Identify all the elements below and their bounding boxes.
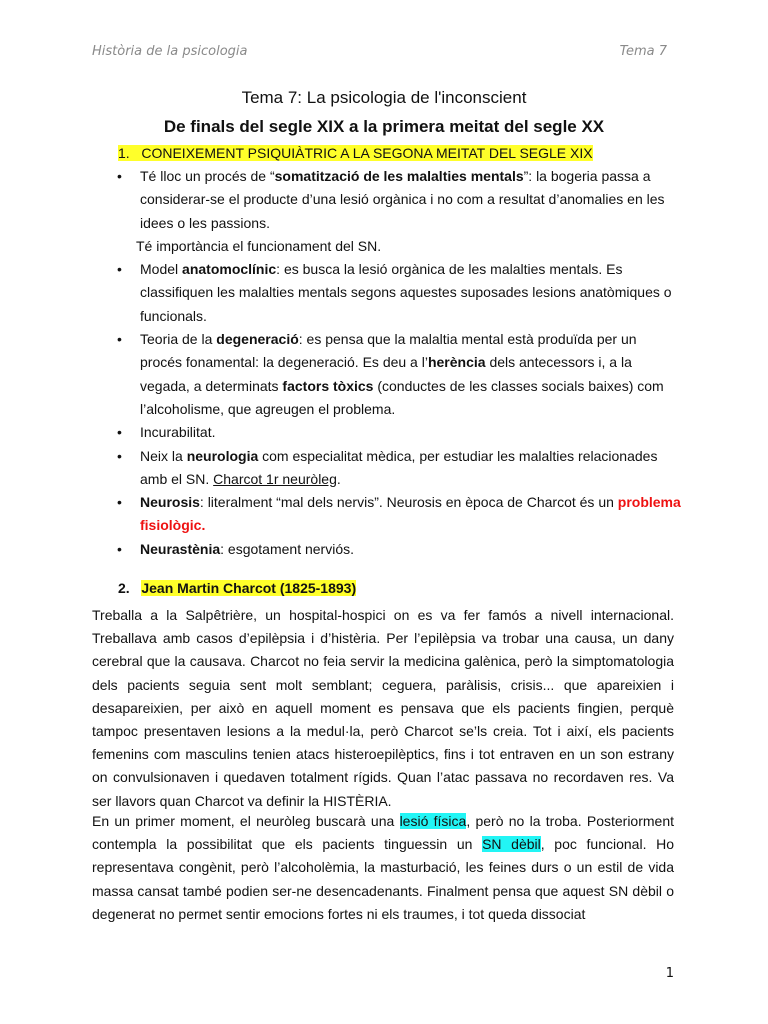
paragraph-1: Treballa a la Salpêtrière, un hospital-hospici on es va fer famós a nivell internacional. Treballava amb casos d’epilèpsia i d’histèria. Per l’epilèpsia va trobar una causa, un dany cerebral que la causava. Charcot no feia servir la medicina galènica, però la simptomatologia dels pacients seguia sent molt semblant; ceguera, paràlisis, crisis... que apareixien i desapareixien, per això en aquell moment es pensava que els pacients fingien, perquè tampoc presentaven lesions a la medul·la, però Charcot se’ls creia. Tot i així, els pacients femenins com masculins tenien atacs histeroepilèptics, fins i tot entraven en un son estrany on convulsionaven i quedaven totalment rígids. Quan l’atac passava no recordaven res. Va ser llavors quan Charcot va definir la HISTÈRIA. [92, 607, 674, 809]
bullet-text: dels antecessors i, a la vegada, a determinats [140, 354, 632, 394]
running-header-chapter: Tema 7 [619, 44, 667, 59]
bullet-bold: Neurosis [140, 494, 200, 511]
page-number: 1 [665, 966, 674, 981]
bullet-bold: neurologia [186, 447, 259, 464]
section-2-heading [118, 580, 356, 596]
paragraph-text: En un primer moment, el neuròleg buscarà una [92, 813, 400, 829]
section-1-heading [118, 145, 593, 161]
list-item [92, 165, 682, 258]
bullet-text: : literalment “mal dels nervis”. Neurosis en època de Charcot és un [199, 494, 618, 511]
bullet-text: com especialitat mèdica, per estudiar les malalties relacionades amb el SN. [140, 447, 658, 487]
list-item [92, 258, 682, 328]
section-2-title: Jean Martin Charcot (1825-1893) [141, 580, 357, 596]
list-item [92, 538, 682, 561]
list-item [92, 421, 682, 444]
list-item [92, 328, 682, 421]
paragraph-text: , però no la troba. Posteriorment contempla la possibilitat que els pacients tinguessin un [92, 813, 674, 853]
bullet-text: : es pensa que la malaltia mental està produïda per un procés fonamental: la degeneració. Es deu a l’ [140, 331, 637, 371]
bullet-text: Model [140, 261, 183, 278]
bullet-text: Té lloc un procés de “ [140, 168, 275, 184]
bullet-bold: Neurastènia [140, 540, 221, 557]
bullet-red-text: problema fisiològic. [140, 494, 681, 534]
bullet-list [92, 165, 682, 561]
bullet-text: (conductes de les classes socials baixes) com l’alcoholisme, que agreugen el problema. [140, 377, 664, 417]
page-title: Tema 7: La psicologia de l'inconscient [241, 88, 527, 107]
bullet-text: : es busca la lesió orgànica de les malalties mentals. Es classifiquen les malalties mentals segons aquestes suposades lesions anatòmiques o funcionals. [140, 261, 672, 324]
paragraph-text: , poc funcional. Ho representava congènit, però l’alcoholèmia, la masturbació, les feines durs o un estil de vida massa cansat també podien ser-ne desencadenants. Finalment pensa que aquest SN dèbil o degenerat no permet sentir emocions fortes ni els traumes, i tot queda dissociat [92, 836, 675, 922]
bullet-text: : esgotament nerviós. [220, 540, 355, 557]
highlight-cyan: lesió física [399, 813, 467, 829]
bullet-bold: herència [427, 354, 486, 371]
bullet-bold: anatomoclínic [182, 261, 277, 278]
bullet-text: Teoria de la [140, 331, 217, 348]
list-item [92, 491, 682, 538]
section-2-number: 2. [118, 580, 130, 596]
bullet-text: Incurabilitat. [140, 424, 216, 441]
bullet-bold: degeneració [216, 331, 299, 348]
running-header-title: Història de la psicologia [92, 44, 248, 59]
section-1-title: CONEIXEMENT PSIQUIÀTRIC A LA SEGONA MEITAT DEL SEGLE XIX [141, 145, 593, 161]
bullet-extra: Té importància el funcionament del SN. [136, 237, 382, 254]
page-subtitle: De finals del segle XIX a la primera meitat del segle XX [163, 117, 605, 136]
list-item [92, 445, 682, 492]
bullet-text: . [336, 470, 341, 487]
bullet-underline: Charcot 1r neuròleg [213, 470, 337, 487]
bullet-text: Neix la [140, 447, 187, 464]
section-1-number: 1. [118, 145, 130, 161]
bullet-text: ”: la bogeria passa a considerar-se el producte d’una lesió orgànica i no com a resultat d’anomalies en les idees o les passions. [140, 168, 665, 231]
highlight-cyan: SN dèbil [482, 836, 541, 853]
bullet-bold: factors tòxics [282, 377, 374, 394]
bullet-bold: somatització de les malalties mentals [274, 168, 524, 184]
paragraph-2 [92, 810, 674, 926]
